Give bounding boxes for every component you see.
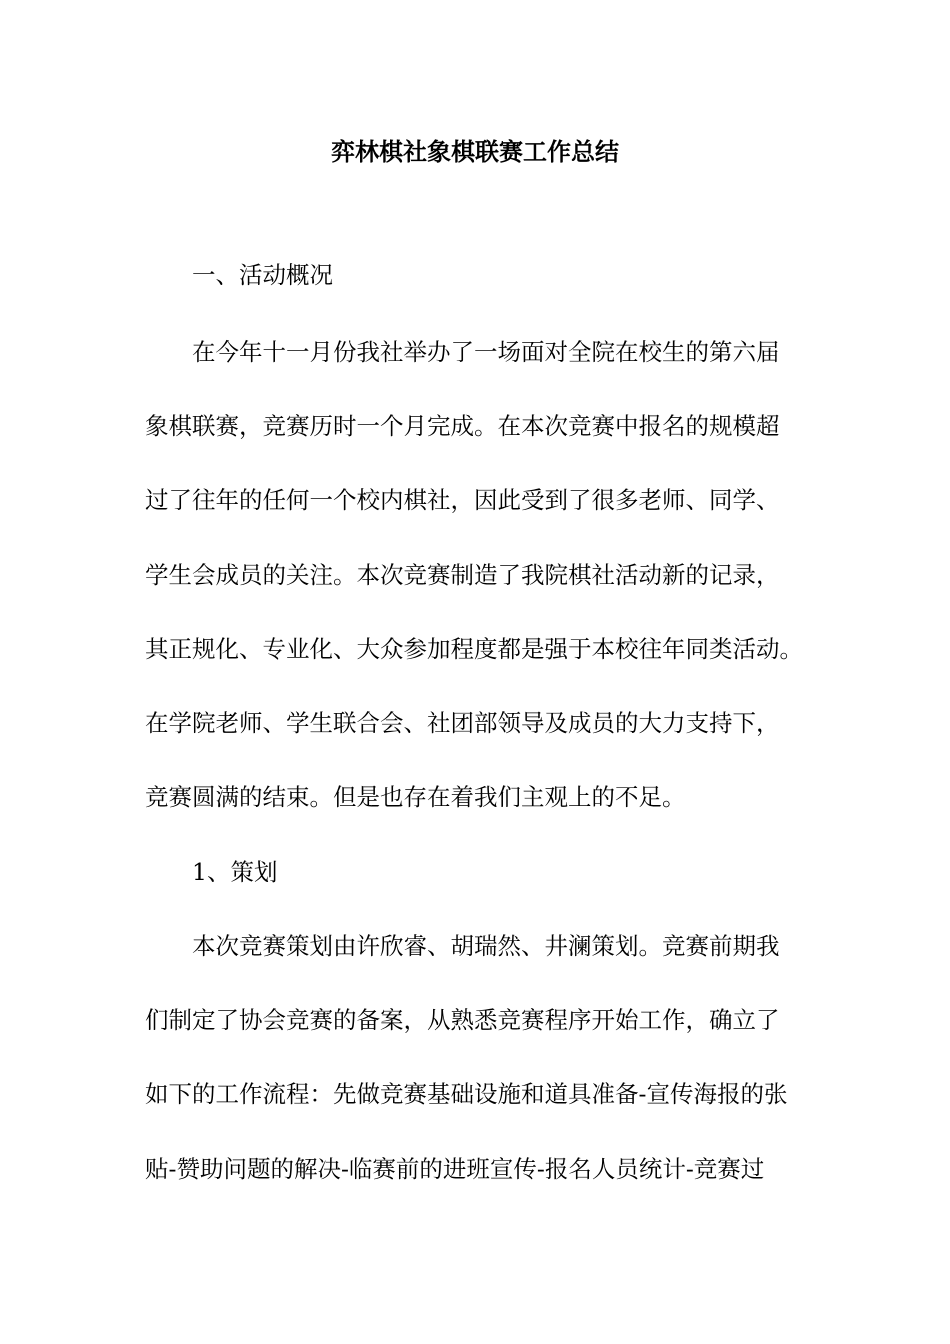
paragraph-line: 过了往年的任何一个校内棋社，因此受到了很多老师、同学、 bbox=[145, 486, 780, 514]
subsection-heading-planning: 1、策划 bbox=[192, 858, 278, 886]
section-heading-overview: 一、活动概况 bbox=[192, 261, 333, 289]
paragraph-line: 如下的工作流程：先做竞赛基础设施和道具准备-宣传海报的张 bbox=[145, 1080, 788, 1108]
document-title: 弈林棋社象棋联赛工作总结 bbox=[331, 137, 619, 166]
paragraph-line: 象棋联赛，竞赛历时一个月完成。在本次竞赛中报名的规模超 bbox=[145, 412, 780, 440]
paragraph-line: 竞赛圆满的结束。但是也存在着我们主观上的不足。 bbox=[145, 783, 686, 811]
paragraph-line: 在学院老师、学生联合会、社团部领导及成员的大力支持下， bbox=[145, 709, 780, 737]
paragraph-line: 们制定了协会竞赛的备案，从熟悉竞赛程序开始工作，确立了 bbox=[145, 1006, 780, 1034]
paragraph-line: 学生会成员的关注。本次竞赛制造了我院棋社活动新的记录， bbox=[145, 561, 780, 589]
paragraph-line: 本次竞赛策划由许欣睿、胡瑞然、井澜策划。竞赛前期我 bbox=[192, 932, 780, 960]
paragraph-line: 其正规化、专业化、大众参加程度都是强于本校往年同类活动。 bbox=[145, 635, 803, 663]
paragraph-line: 贴-赞助问题的解决-临赛前的进班宣传-报名人员统计-竞赛过 bbox=[145, 1155, 765, 1183]
paragraph-line: 在今年十一月份我社举办了一场面对全院在校生的第六届 bbox=[192, 338, 780, 366]
